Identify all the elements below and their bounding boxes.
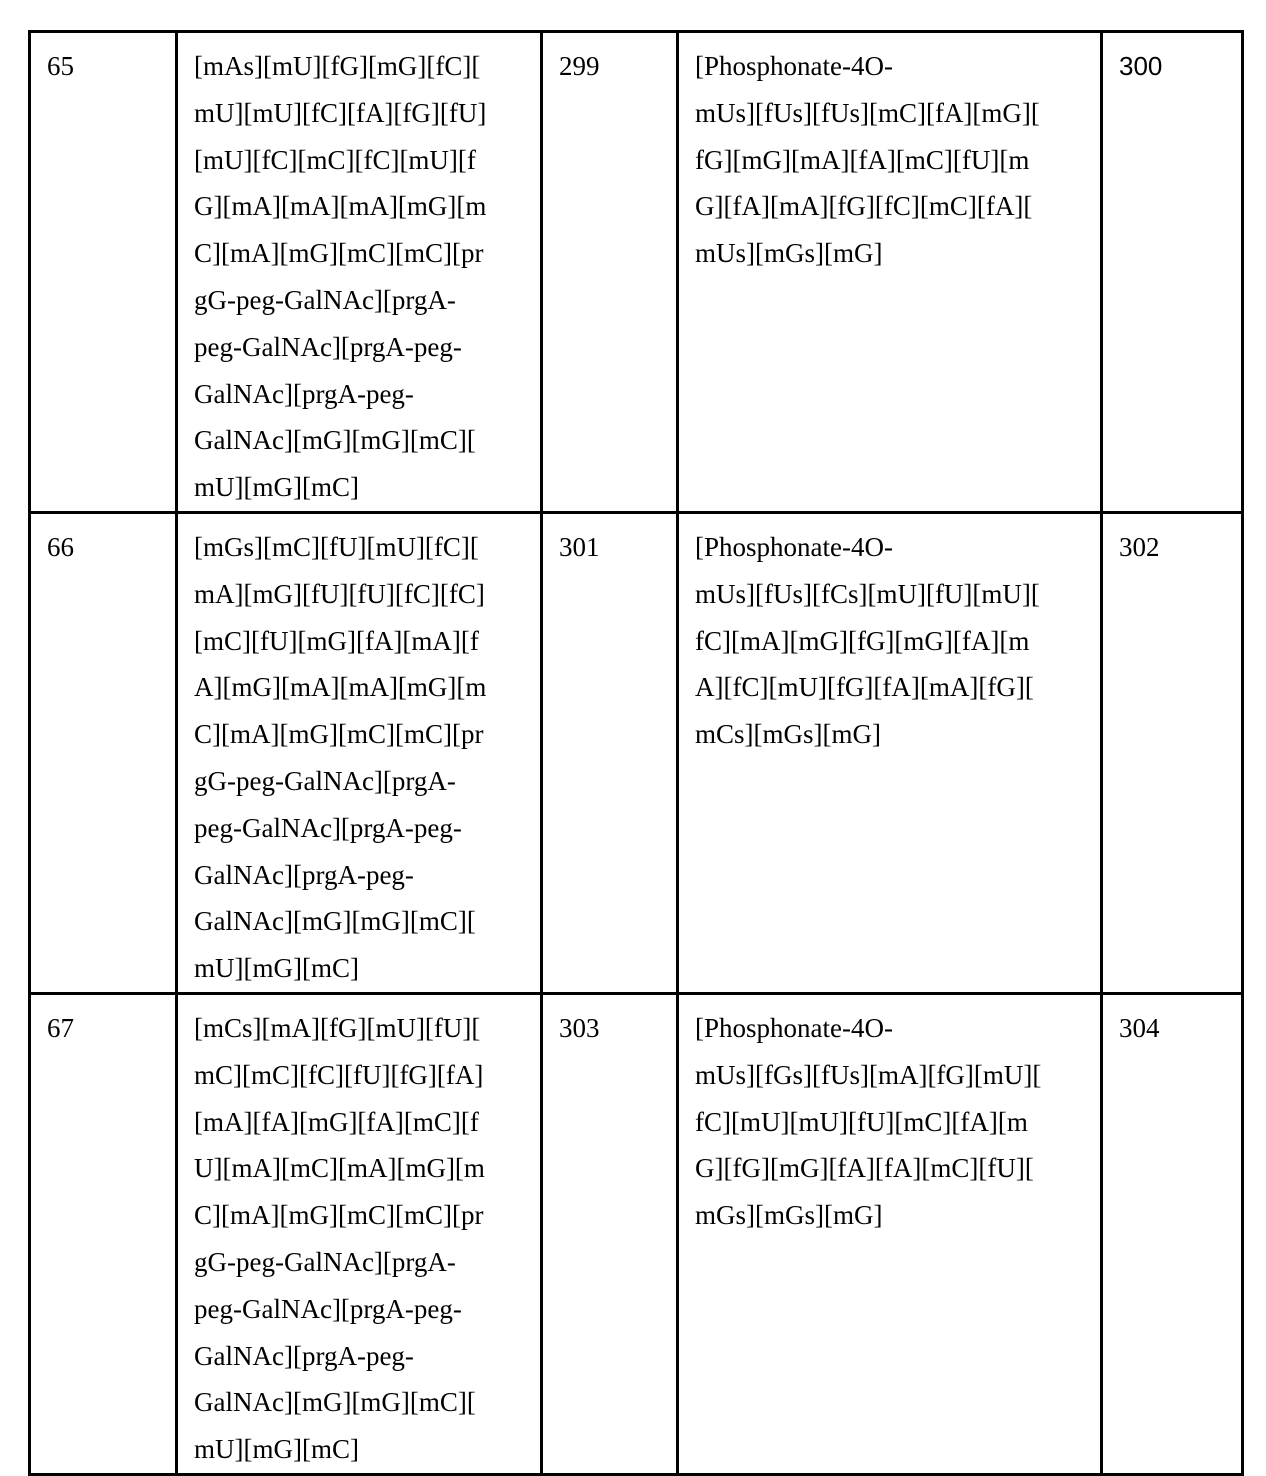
sense-seq-id-cell — [542, 32, 678, 513]
antisense-seq-id: 304 — [1119, 1012, 1160, 1043]
antisense-seq-id-cell — [1102, 512, 1243, 993]
antisense-sequence-cell — [678, 993, 1102, 1474]
sense-seq-id-cell — [542, 512, 678, 993]
duplex-id-cell — [30, 32, 177, 513]
duplex-id-cell — [30, 512, 177, 993]
antisense-sequence-cell — [678, 32, 1102, 513]
sense-sequence-cell — [177, 32, 542, 513]
sense-sequence-cell — [177, 993, 542, 1474]
antisense-seq-id: 300 — [1119, 51, 1163, 81]
antisense-seq-id: 302 — [1119, 531, 1160, 562]
antisense-sequence: [Phosphonate-4O- mUs][fUs][fCs][mU][fU][mU][ fC][mA][mG][fG][mG][fA][m A][fC][mU][fG][fA][mA][fG][ mCs][mGs][mG] — [695, 531, 1040, 750]
sense-sequence: [mCs][mA][fG][mU][fU][ mC][mC][fC][fU][fG][fA] [mA][fA][mG][fA][mC][f U][mA][mC][mA][mG][m C][mA][mG][mC][mC][pr gG-peg-GalNAc][prgA- peg-GalNAc][prgA-peg- GalNAc][prgA-peg- GalNAc][mG][mG][mC][ mU][mG][mC] — [194, 1012, 485, 1465]
duplex-id: 67 — [47, 1012, 74, 1043]
antisense-seq-id-cell — [1102, 32, 1243, 513]
duplex-id: 66 — [47, 531, 74, 562]
antisense-seq-id-cell — [1102, 993, 1243, 1474]
sense-seq-id: 299 — [559, 51, 600, 81]
sense-seq-id: 303 — [559, 1012, 600, 1043]
sequence-table — [28, 30, 1244, 1476]
duplex-id: 65 — [47, 51, 74, 81]
sense-seq-id: 301 — [559, 531, 600, 562]
sense-sequence-cell — [177, 512, 542, 993]
duplex-id-cell — [30, 993, 177, 1474]
sense-seq-id-cell — [542, 993, 678, 1474]
table-row — [30, 512, 1243, 993]
sense-sequence: [mAs][mU][fG][mG][fC][ mU][mU][fC][fA][fG][fU] [mU][fC][mC][fC][mU][f G][mA][mA][mA][mG][m C][mA][mG][mC][mC][pr gG-peg-GalNAc][prgA- peg-GalNAc][prgA-peg- GalNAc][prgA-peg- GalNAc][mG][mG][mC][ mU][mG][mC] — [194, 51, 487, 503]
table-row — [30, 993, 1243, 1474]
table-row — [30, 32, 1243, 513]
sense-sequence: [mGs][mC][fU][mU][fC][ mA][mG][fU][fU][fC][fC] [mC][fU][mG][fA][mA][f A][mG][mA][mA][mG][m C][mA][mG][mC][mC][pr gG-peg-GalNAc][prgA- peg-GalNAc][prgA-peg- GalNAc][prgA-peg- GalNAc][mG][mG][mC][ mU][mG][mC] — [194, 531, 487, 984]
antisense-sequence: [Phosphonate-4O- mUs][fUs][fUs][mC][fA][mG][ fG][mG][mA][fA][mC][fU][m G][fA][mA][fG][fC][mC][fA][ mUs][mGs][mG] — [695, 51, 1040, 269]
antisense-sequence: [Phosphonate-4O- mUs][fGs][fUs][mA][fG][mU][ fC][mU][mU][fU][mC][fA][m G][fG][mG][fA][fA][mC][fU][ mGs][mGs][mG] — [695, 1012, 1042, 1231]
antisense-sequence-cell — [678, 512, 1102, 993]
document-page — [28, 30, 1244, 1476]
